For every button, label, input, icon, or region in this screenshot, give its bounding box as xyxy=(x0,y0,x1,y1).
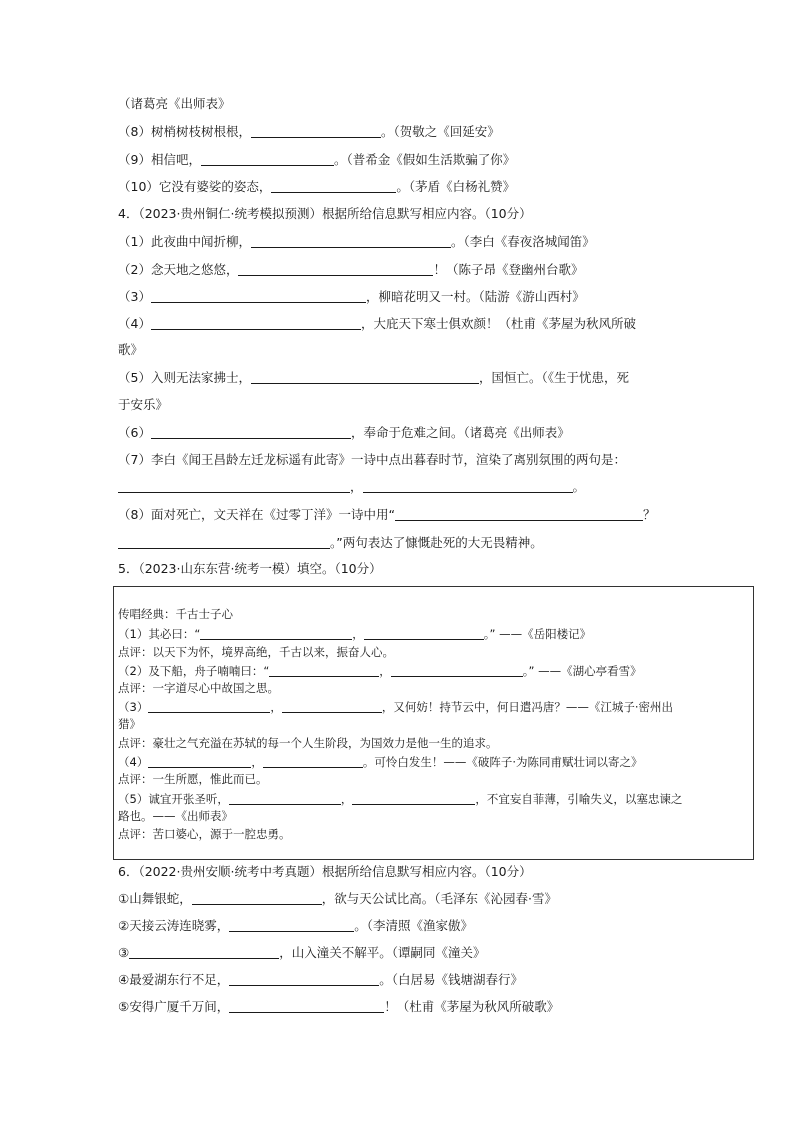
q5-comment-1: 点评：以天下为怀，境界高绝，千古以来，振奋人心。 xyxy=(118,645,394,659)
answer-blank[interactable] xyxy=(269,663,379,677)
answer-blank[interactable] xyxy=(352,791,475,805)
answer-blank[interactable] xyxy=(271,179,396,193)
answer-blank[interactable] xyxy=(192,891,322,905)
answer-blank[interactable] xyxy=(364,626,484,640)
answer-blank[interactable] xyxy=(151,425,351,439)
q4-item-8: （8）面对死亡，文天祥在《过零丁洋》一诗中用“ ？ xyxy=(118,507,656,522)
answer-blank[interactable] xyxy=(251,370,479,384)
q4-item-6: （6） ，奉命于危难之间。（诸葛亮《出师表》 xyxy=(118,425,570,440)
answer-blank[interactable] xyxy=(200,626,352,640)
q5-item-5: （5）诚宜开张圣听， ， ，不宜妄自菲薄，引喻失义，以塞忠谏之 xyxy=(118,792,683,806)
q5-item-3: （3） ， ，又何妨！持节云中，何日遣冯唐？——《江城子·密州出 xyxy=(118,700,673,714)
q3-item-9: （9）相信吧， 。（普希金《假如生活欺骗了你》 xyxy=(118,152,516,167)
answer-blank[interactable] xyxy=(118,479,350,493)
answer-blank[interactable] xyxy=(229,972,379,986)
q4-item-5-cont: 于安乐》 xyxy=(118,397,169,412)
answer-blank[interactable] xyxy=(151,289,366,303)
q4-item-3: （3） ，柳暗花明又一村。（陆游《游山西村》 xyxy=(118,289,585,304)
q3-item-8: （8）树梢树枝树根根， 。（贺敬之《回延安》 xyxy=(118,124,500,139)
q4-item-5: （5）入则无法家拂士， ，国恒亡。（《生于忧患，死 xyxy=(118,370,629,385)
answer-blank[interactable] xyxy=(251,124,381,138)
q5-heading: 传唱经典：千古士子心 xyxy=(118,607,233,621)
q5-item-3-cont: 猎》 xyxy=(118,717,141,731)
answer-blank[interactable] xyxy=(229,791,341,805)
q6-item-3: ③ ，山入潼关不解平。（谭嗣同《潼关》 xyxy=(118,945,486,960)
answer-blank[interactable] xyxy=(391,663,523,677)
answer-blank[interactable] xyxy=(363,479,573,493)
q4-item-1: （1）此夜曲中闻折柳， 。（李白《春夜洛城闻笛》 xyxy=(118,234,595,249)
q4-title: 4．（2023·贵州铜仁·统考模拟预测）根据所给信息默写相应内容。（10分） xyxy=(118,206,532,221)
q5-comment-4: 点评：一生所愿，惟此而已。 xyxy=(118,772,268,786)
answer-blank[interactable] xyxy=(129,945,279,959)
q6-item-4: ④最爱湖东行不足， 。（白居易《钱塘湖春行》 xyxy=(118,972,523,987)
q5-comment-5: 点评：苦口婆心，源于一腔忠勇。 xyxy=(118,827,291,841)
q6-item-5: ⑤安得广厦千万间， ！（杜甫《茅屋为秋风所破歌》 xyxy=(118,999,560,1014)
q3-item-10: （10）它没有婆娑的姿态， 。（茅盾《白杨礼赞》 xyxy=(118,179,516,194)
q5-item-5-cont: 路也。——《出师表》 xyxy=(118,809,233,823)
answer-blank[interactable] xyxy=(395,507,643,521)
answer-blank[interactable] xyxy=(151,316,361,330)
q4-item-4: （4） ，大庇天下寒士俱欢颜！（杜甫《茅屋为秋风所破 xyxy=(118,316,636,331)
answer-blank[interactable] xyxy=(229,999,384,1013)
answer-blank[interactable] xyxy=(229,918,354,932)
answer-blank[interactable] xyxy=(148,699,270,713)
q4-item-8-cont: 。”两句表达了慷慨赴死的大无畏精神。 xyxy=(118,535,543,551)
answer-blank[interactable] xyxy=(238,262,433,276)
answer-blank[interactable] xyxy=(251,234,451,248)
q6-title: 6．（2022·贵州安顺·统考中考真题）根据所给信息默写相应内容。（10分） xyxy=(118,864,532,879)
q4-item-7-blanks: ， 。 xyxy=(118,479,585,495)
q4-item-4-cont: 歌》 xyxy=(118,342,144,357)
answer-blank[interactable] xyxy=(201,152,334,166)
q5-title: 5．（2023·山东东营·统考一模）填空。（10分） xyxy=(118,561,382,576)
q5-item-2: （2）及下船，舟子喃喃曰：“ ， 。” ——《湖心亭看雪》 xyxy=(118,664,642,678)
answer-blank[interactable] xyxy=(282,699,382,713)
answer-blank[interactable] xyxy=(263,754,363,768)
q6-item-1: ①山舞银蛇， ，欲与天公试比高。（毛泽东《沁园春·雪》 xyxy=(118,891,557,906)
q5-comment-3: 点评：豪壮之气充溢在苏轼的每一个人生阶段，为国效力是他一生的追求。 xyxy=(118,736,498,750)
q5-comment-2: 点评：一字道尽心中故国之思。 xyxy=(118,681,279,695)
q3-line-0: （诸葛亮《出师表》 xyxy=(118,96,231,111)
q4-item-2: （2）念天地之悠悠， ！（陈子昂《登幽州台歌》 xyxy=(118,262,584,277)
q4-item-7: （7）李白《闻王昌龄左迁龙标遥有此寄》一诗中点出暮春时节，渲染了离别氛围的两句是： xyxy=(118,452,626,467)
answer-blank[interactable] xyxy=(118,535,330,549)
q5-item-4: （4） ， 。可怜白发生！——《破阵子·为陈同甫赋壮词以寄之》 xyxy=(118,755,643,769)
answer-blank[interactable] xyxy=(148,754,251,768)
q6-item-2: ②天接云涛连晓雾， 。（李清照《渔家傲》 xyxy=(118,918,473,933)
q5-item-1: （1）其必曰：“ ， 。” ——《岳阳楼记》 xyxy=(118,627,592,641)
